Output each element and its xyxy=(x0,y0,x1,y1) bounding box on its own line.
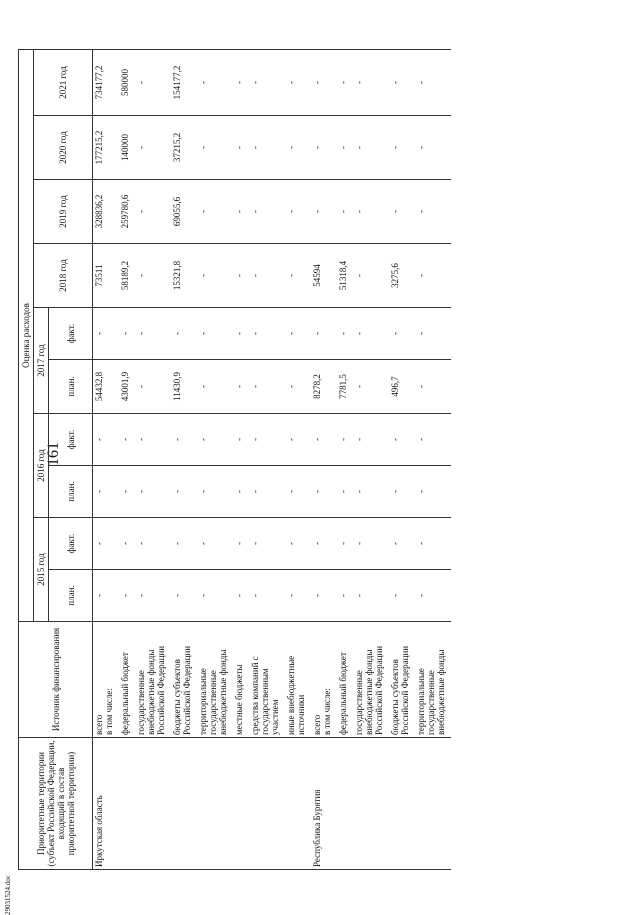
expense-value: - xyxy=(171,570,197,622)
expense-value: 328836,2 xyxy=(93,180,119,244)
table-row xyxy=(353,49,389,869)
expense-value: - xyxy=(135,308,171,360)
expense-value: - xyxy=(337,180,353,244)
expense-value: - xyxy=(285,308,311,360)
expense-value: - xyxy=(119,466,135,518)
table-row xyxy=(285,49,311,869)
funding-source-line: всего xyxy=(94,714,104,735)
expense-value: - xyxy=(311,49,337,115)
expense-value: - xyxy=(119,518,135,570)
expense-value: - xyxy=(415,414,451,466)
funding-source-line: внебюджетные фонды xyxy=(363,649,374,735)
expense-value: 51318,4 xyxy=(337,244,353,308)
funding-source xyxy=(285,622,311,738)
territory-name: Республика Бурятия xyxy=(311,738,337,870)
table-header xyxy=(19,49,93,869)
expense-value: - xyxy=(171,466,197,518)
expense-value: - xyxy=(353,466,389,518)
expense-value: - xyxy=(415,180,451,244)
expense-value: - xyxy=(353,308,389,360)
funding-source-line: средства компаний с xyxy=(249,656,260,735)
expense-value: - xyxy=(197,244,233,308)
expense-value: 54432,8 xyxy=(93,360,119,414)
expense-value: - xyxy=(197,49,233,115)
expense-value: - xyxy=(389,466,415,518)
territory-cell-empty xyxy=(337,738,353,870)
header-year-2015: 2015 год xyxy=(34,518,49,622)
expense-value: - xyxy=(249,116,285,180)
expense-value: - xyxy=(389,49,415,115)
expense-value: - xyxy=(311,180,337,244)
expense-value: - xyxy=(197,308,233,360)
funding-source-line: Российской Федерации xyxy=(373,645,384,735)
expense-value: - xyxy=(311,518,337,570)
table-row xyxy=(119,49,135,869)
expense-value: - xyxy=(135,414,171,466)
funding-source-line: территориальные xyxy=(197,668,208,735)
expense-value: - xyxy=(233,116,249,180)
document-filename: 29031524.doc xyxy=(4,875,12,915)
funding-source-line: в том числе: xyxy=(321,688,332,735)
expense-value: - xyxy=(197,180,233,244)
expense-value: - xyxy=(135,570,171,622)
territory-cell-empty xyxy=(171,738,197,870)
expense-value: - xyxy=(389,180,415,244)
table-row xyxy=(389,49,415,869)
table-row xyxy=(135,49,171,869)
funding-source xyxy=(337,622,353,738)
expense-value: 58189,2 xyxy=(119,244,135,308)
header-fact: факт. xyxy=(49,308,93,360)
expense-value: - xyxy=(249,49,285,115)
funding-source-line: территориальные xyxy=(415,668,426,735)
territory-cell-empty xyxy=(249,738,285,870)
header-expense-estimate: Оценка расходов xyxy=(19,49,34,621)
expense-value: - xyxy=(353,360,389,414)
expense-value: 7781,5 xyxy=(337,360,353,414)
expense-value: - xyxy=(415,308,451,360)
table-row xyxy=(233,49,249,869)
funding-source-line: источники xyxy=(295,694,306,735)
territory-cell-empty xyxy=(233,738,249,870)
funding-source-line: федеральный бюджет xyxy=(337,652,348,735)
expense-value: - xyxy=(285,244,311,308)
territory-cell-empty xyxy=(197,738,233,870)
expense-value: - xyxy=(249,518,285,570)
expense-value: 37215,2 xyxy=(171,116,197,180)
table-row xyxy=(415,49,451,869)
expense-value: - xyxy=(233,360,249,414)
expense-value: - xyxy=(135,49,171,115)
expense-value: - xyxy=(353,518,389,570)
expense-value: - xyxy=(337,518,353,570)
table-row xyxy=(197,49,233,869)
expense-value: - xyxy=(389,570,415,622)
expense-value: - xyxy=(135,518,171,570)
funding-source-line: государственные xyxy=(353,670,364,735)
expense-value: - xyxy=(285,414,311,466)
table-body xyxy=(93,49,451,869)
expense-value: - xyxy=(311,466,337,518)
header-year-2018: 2018 год xyxy=(34,244,93,308)
funding-source xyxy=(171,622,197,738)
expense-value: - xyxy=(311,570,337,622)
expense-value: - xyxy=(285,116,311,180)
expense-value: - xyxy=(135,360,171,414)
expense-value: - xyxy=(285,180,311,244)
expense-value: - xyxy=(337,116,353,180)
expense-value: - xyxy=(233,244,249,308)
expense-value: - xyxy=(93,308,119,360)
expense-value: - xyxy=(249,360,285,414)
expense-value: 3275,6 xyxy=(389,244,415,308)
funding-source-line: государственные xyxy=(135,670,146,735)
funding-source-line: бюджеты субъектов xyxy=(389,659,400,735)
table-row xyxy=(337,49,353,869)
territory-cell-empty xyxy=(353,738,389,870)
expense-value: - xyxy=(337,308,353,360)
funding-source xyxy=(119,622,135,738)
expense-value: - xyxy=(197,570,233,622)
expense-value: - xyxy=(135,180,171,244)
funding-source xyxy=(415,622,451,738)
funding-source-line: всего xyxy=(311,714,322,735)
expense-value: - xyxy=(353,49,389,115)
expense-value: 73511 xyxy=(93,244,119,308)
funding-source xyxy=(197,622,233,738)
funding-source xyxy=(353,622,389,738)
header-year-2016: 2016 год xyxy=(34,414,49,518)
expense-value: 43001,9 xyxy=(119,360,135,414)
expense-value: - xyxy=(311,414,337,466)
expense-value: - xyxy=(285,360,311,414)
expense-value: - xyxy=(197,360,233,414)
expense-value: 69055,6 xyxy=(171,180,197,244)
expense-value: - xyxy=(93,570,119,622)
expense-value: - xyxy=(353,570,389,622)
expense-value: - xyxy=(171,308,197,360)
territory-cell-empty xyxy=(389,738,415,870)
page-number: 161 xyxy=(45,442,62,466)
funding-source-line: бюджеты субъектов xyxy=(171,659,182,735)
funding-source-line: иные внебюджетные xyxy=(285,655,296,735)
expense-value: - xyxy=(233,49,249,115)
header-year-2019: 2019 год xyxy=(34,180,93,244)
expense-value: - xyxy=(285,570,311,622)
expense-table-sheet xyxy=(18,50,558,870)
expense-value: - xyxy=(249,308,285,360)
territory-name: Иркутская область xyxy=(93,738,119,870)
expense-value: - xyxy=(415,570,451,622)
territory-cell-empty xyxy=(415,738,451,870)
territory-cell-empty xyxy=(119,738,135,870)
expense-value: - xyxy=(415,360,451,414)
expense-value: - xyxy=(93,518,119,570)
expense-value: 496,7 xyxy=(389,360,415,414)
expense-value: - xyxy=(337,49,353,115)
expense-value: - xyxy=(249,570,285,622)
expense-value: - xyxy=(249,244,285,308)
funding-source-line: внебюджетные фонды xyxy=(145,649,156,735)
territory-cell-empty xyxy=(285,738,311,870)
funding-source xyxy=(311,622,337,738)
expense-value: - xyxy=(337,570,353,622)
expense-value: - xyxy=(197,466,233,518)
expense-value: - xyxy=(389,308,415,360)
expense-value: - xyxy=(415,116,451,180)
expense-value: - xyxy=(197,518,233,570)
expense-value: - xyxy=(337,414,353,466)
expense-value: 54594 xyxy=(311,244,337,308)
expense-value: - xyxy=(93,414,119,466)
header-year-2017: 2017 год xyxy=(34,308,49,414)
funding-source-line: Российской Федерации xyxy=(181,645,192,735)
expense-value: - xyxy=(171,414,197,466)
funding-source-line: Российской Федерации xyxy=(155,645,166,735)
header-plan: план. xyxy=(49,570,93,622)
expense-value: - xyxy=(119,570,135,622)
funding-source-line: в том числе: xyxy=(104,688,114,735)
expense-value: - xyxy=(311,308,337,360)
expense-value: 580000 xyxy=(119,49,135,115)
table-row xyxy=(171,49,197,869)
expense-value: - xyxy=(135,116,171,180)
expense-value: - xyxy=(415,244,451,308)
expense-value: - xyxy=(415,518,451,570)
header-fact: факт. xyxy=(49,414,93,466)
table-row xyxy=(311,49,337,869)
expense-value: - xyxy=(353,116,389,180)
expense-value: - xyxy=(415,466,451,518)
expense-value: - xyxy=(233,414,249,466)
expense-value: 15321,8 xyxy=(171,244,197,308)
expense-value: 177215,2 xyxy=(93,116,119,180)
expense-value: - xyxy=(249,466,285,518)
expense-value: - xyxy=(233,180,249,244)
expense-value: - xyxy=(285,518,311,570)
expense-value: - xyxy=(337,466,353,518)
table-row xyxy=(249,49,285,869)
header-year-2020: 2020 год xyxy=(34,116,93,180)
funding-source-line: Российской Федерации xyxy=(399,645,410,735)
expense-value: - xyxy=(389,116,415,180)
expense-table xyxy=(18,49,451,870)
expense-value: - xyxy=(285,49,311,115)
expense-value: - xyxy=(249,414,285,466)
header-plan: план. xyxy=(49,466,93,518)
funding-source-line: внебюджетные фонды xyxy=(217,649,228,735)
funding-source-line: участием xyxy=(269,699,280,735)
expense-value: - xyxy=(233,308,249,360)
header-territory: Приоритетные территории (субъект Российской Федерации, входящий в состав приоритетной территории) xyxy=(19,738,93,870)
table-row xyxy=(93,49,119,869)
expense-value: - xyxy=(285,466,311,518)
expense-value: - xyxy=(197,414,233,466)
funding-source xyxy=(389,622,415,738)
funding-source-line: государственные xyxy=(425,670,436,735)
header-fact: факт. xyxy=(49,518,93,570)
expense-value: - xyxy=(93,466,119,518)
expense-value: 8278,2 xyxy=(311,360,337,414)
expense-value: - xyxy=(135,244,171,308)
funding-source-line: местные бюджеты xyxy=(233,664,244,735)
expense-value: - xyxy=(233,466,249,518)
funding-source xyxy=(135,622,171,738)
funding-source xyxy=(249,622,285,738)
header-plan: план. xyxy=(49,360,93,414)
funding-source-line: внебюджетные фонды xyxy=(435,649,446,735)
expense-value: - xyxy=(311,116,337,180)
expense-value: - xyxy=(389,518,415,570)
territory-cell-empty xyxy=(135,738,171,870)
expense-value: - xyxy=(119,308,135,360)
expense-value: - xyxy=(389,414,415,466)
expense-value: - xyxy=(249,180,285,244)
expense-value: - xyxy=(197,116,233,180)
header-year-2021: 2021 год xyxy=(34,49,93,115)
expense-value: 259780,6 xyxy=(119,180,135,244)
expense-value: - xyxy=(119,414,135,466)
expense-value: - xyxy=(353,414,389,466)
expense-value: 11430,9 xyxy=(171,360,197,414)
expense-value: - xyxy=(233,570,249,622)
expense-value: - xyxy=(353,180,389,244)
expense-value: - xyxy=(415,49,451,115)
expense-value: 734177,2 xyxy=(93,49,119,115)
expense-value: 140000 xyxy=(119,116,135,180)
funding-source-line: государственным xyxy=(259,668,270,735)
expense-value: - xyxy=(135,466,171,518)
header-source: Источник финансирования xyxy=(19,622,93,738)
expense-value: - xyxy=(353,244,389,308)
funding-source xyxy=(93,622,119,738)
expense-value: - xyxy=(171,518,197,570)
expense-value: 154177,2 xyxy=(171,49,197,115)
funding-source xyxy=(233,622,249,738)
expense-value: - xyxy=(233,518,249,570)
funding-source-line: федеральный бюджет xyxy=(119,652,130,735)
funding-source-line: государственные xyxy=(207,670,218,735)
